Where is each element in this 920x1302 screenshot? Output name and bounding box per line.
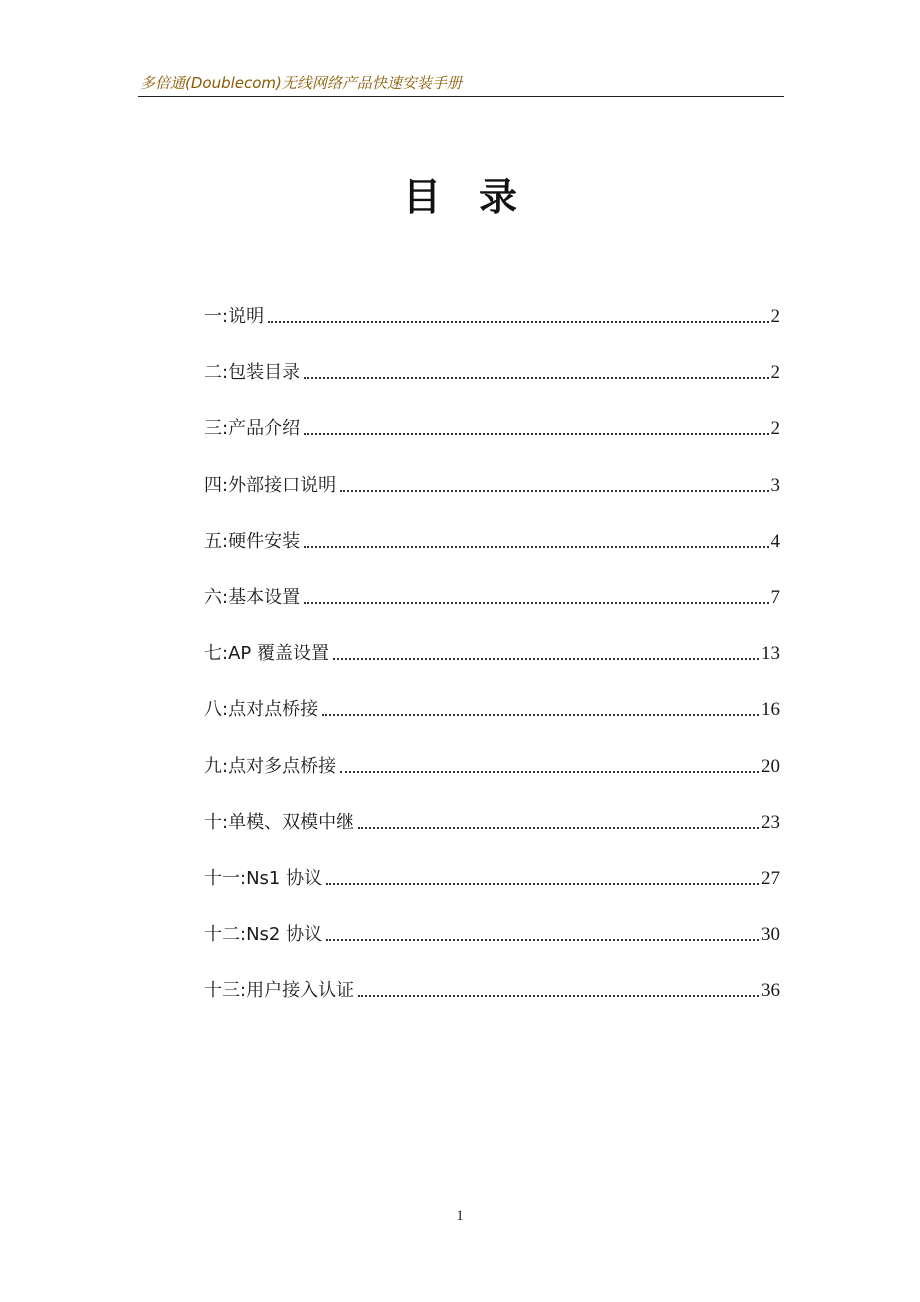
toc-entry-label: 一:说明: [204, 306, 265, 327]
toc-entry-label: 九:点对多点桥接: [204, 755, 337, 777]
toc-entry-label: 五:硬件安装: [204, 530, 301, 552]
toc-entry-6[interactable]: [204, 553, 780, 609]
toc-entry-page: 2: [770, 418, 780, 440]
page-number: 1: [456, 1208, 464, 1224]
toc-entry-page: 36: [761, 980, 780, 1002]
page-header: [138, 70, 784, 97]
toc-entry-label: 六:基本设置: [204, 586, 301, 608]
toc-entry-7[interactable]: [204, 609, 780, 665]
toc-entry-page: 2: [770, 306, 780, 327]
toc-entry-page: 16: [761, 699, 780, 721]
toc-entry-label: 七:AP 覆盖设置: [204, 643, 329, 665]
toc-entry-page: 20: [761, 755, 780, 777]
toc-entry-10[interactable]: [204, 778, 780, 834]
toc-entry-5[interactable]: [204, 497, 780, 553]
toc-entry-label: 十二:Ns2 协议: [204, 924, 323, 946]
toc-entry-page: 4: [770, 530, 780, 552]
toc-entry-label: 四:外部接口说明: [204, 474, 337, 496]
toc-entry-1[interactable]: [204, 298, 780, 328]
toc-entry-11[interactable]: [204, 834, 780, 890]
toc-dot-leader: [322, 714, 759, 716]
toc-dot-leader: [340, 771, 759, 773]
toc-dot-leader: [340, 490, 768, 492]
toc-entry-8[interactable]: [204, 665, 780, 721]
toc-dot-leader: [304, 546, 768, 548]
toc-entry-label: 十一:Ns1 协议: [204, 867, 323, 889]
toc-dot-leader: [304, 377, 768, 379]
toc-entry-page: 27: [761, 867, 780, 889]
document-title: 目录: [402, 175, 555, 219]
toc-entry-9[interactable]: [204, 721, 780, 777]
toc-dot-leader: [358, 827, 759, 829]
toc-entry-label: 二:包装目录: [204, 362, 301, 384]
toc-entry-page: 13: [761, 643, 780, 665]
toc-dot-leader: [358, 995, 759, 997]
toc-entry-page: 30: [761, 924, 780, 946]
toc-dot-leader: [333, 658, 759, 660]
table-of-contents: [204, 298, 780, 1002]
toc-entry-page: 23: [761, 811, 780, 833]
toc-entry-2[interactable]: [204, 328, 780, 384]
header-title: 多倍通(Doublecom)无线网络产品快速安装手册: [140, 74, 462, 92]
toc-entry-3[interactable]: [204, 384, 780, 440]
toc-dot-leader: [304, 602, 768, 604]
toc-entry-label: 十三:用户接入认证: [204, 980, 355, 1002]
toc-entry-label: 三:产品介绍: [204, 418, 301, 440]
toc-dot-leader: [304, 433, 768, 435]
toc-entry-page: 3: [770, 474, 780, 496]
toc-entry-page: 2: [770, 362, 780, 384]
toc-entry-page: 7: [770, 586, 780, 608]
toc-entry-label: 八:点对点桥接: [204, 699, 319, 721]
toc-entry-13[interactable]: [204, 946, 780, 1002]
toc-dot-leader: [268, 321, 768, 323]
toc-dot-leader: [326, 883, 759, 885]
toc-entry-label: 十:单模、双模中继: [204, 811, 355, 833]
toc-entry-4[interactable]: [204, 440, 780, 496]
toc-dot-leader: [326, 939, 759, 941]
toc-entry-12[interactable]: [204, 890, 780, 946]
